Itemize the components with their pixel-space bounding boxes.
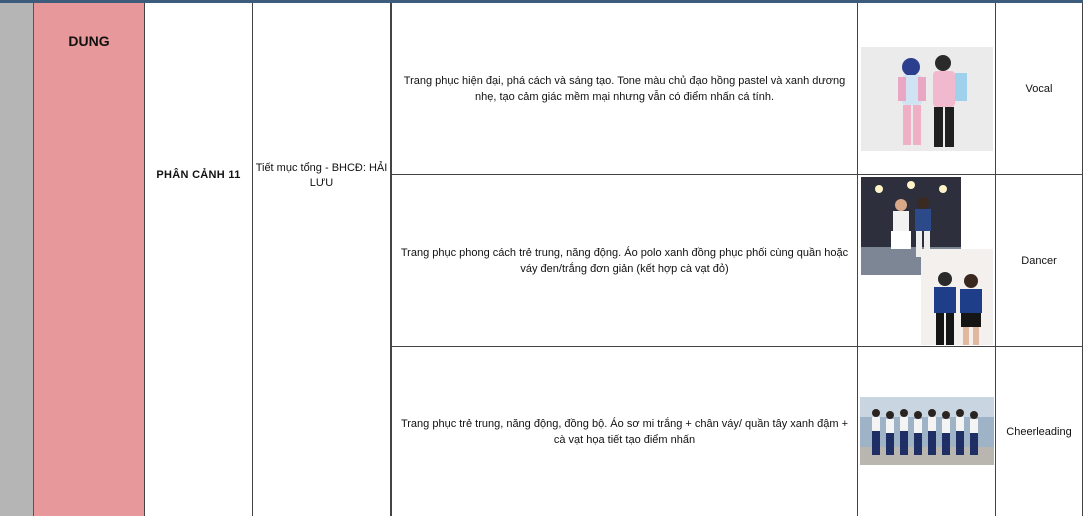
member-column	[34, 3, 145, 516]
role-cheerleading	[996, 347, 1083, 516]
costume-image-cell-dancer	[858, 175, 996, 347]
item-title: Tiết mục tổng - BHCĐ: HẢI LƯU	[255, 162, 388, 189]
scene-column	[145, 3, 253, 516]
item-column	[253, 3, 391, 516]
member-name: DUNG	[68, 33, 110, 49]
costume-image-cell-cheerleading	[858, 347, 996, 516]
role-dancer	[996, 175, 1083, 347]
costume-description-dancer	[391, 175, 858, 347]
scene-label: PHÂN CẢNH 11	[156, 169, 241, 181]
costume-description-cheerleading	[391, 347, 858, 516]
role-vocal	[996, 3, 1083, 175]
row-header-column	[0, 3, 34, 516]
role-label: Vocal	[1025, 82, 1053, 95]
dancer-uniform-photo	[921, 249, 993, 345]
role-label: Cheerleading	[1006, 425, 1072, 438]
description-text: Trang phục hiện đại, phá cách và sáng tạo. Tone màu chủ đạo hồng pastel và xanh dương nhẹ, tạo cảm giác mềm mại nhưng vẫn có điểm nhấn cá tính.	[403, 74, 846, 103]
cheerleading-group-photo	[860, 397, 994, 465]
description-text: Trang phục phong cách trẻ trung, năng động. Áo polo xanh đồng phục phối cùng quần hoặc váy đen/trắng đơn giản (kết hợp cà vạt đỏ)	[400, 246, 849, 275]
vocal-couple-photo	[861, 47, 993, 151]
description-text: Trang phục trẻ trung, năng động, đồng bộ. Áo sơ mi trắng + chân váy/ quần tây xanh đậm + cà vạt họa tiết tạo điểm nhấn	[400, 417, 849, 446]
role-label: Dancer	[1021, 254, 1057, 267]
costume-description-vocal	[391, 3, 858, 175]
costume-image-cell-vocal	[858, 3, 996, 175]
